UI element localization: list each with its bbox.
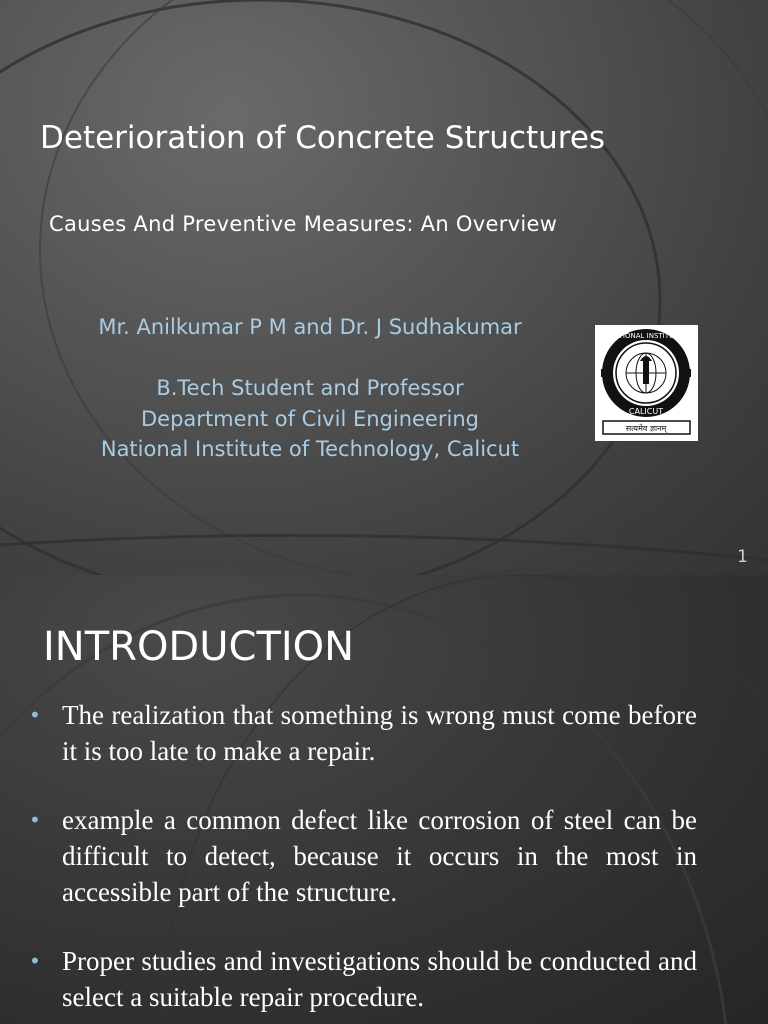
slide-subtitle: Causes And Preventive Measures: An Overview (49, 212, 558, 236)
affiliation-department: Department of Civil Engineering (141, 406, 479, 431)
section-heading: INTRODUCTION (43, 624, 355, 670)
bullet-icon: • (29, 808, 41, 832)
bullet-text: Proper studies and investigations should be conducted and select a suitable repair procedure. (62, 946, 697, 1012)
institute-seal-icon (595, 325, 698, 441)
authors-line: Mr. Anilkumar P M and Dr. J Sudhakumar (98, 315, 522, 339)
list-item (25, 697, 697, 769)
page-number: 1 (737, 547, 748, 567)
svg-text:सत्यमेव ज्ञानम्: सत्यमेव ज्ञानम् (625, 424, 667, 433)
introduction-slide (0, 575, 768, 1024)
slide-title: Deterioration of Concrete Structures (40, 120, 606, 156)
svg-text:CALICUT: CALICUT (628, 407, 664, 416)
affiliation-block (40, 373, 580, 465)
bullet-text: The realization that something is wrong must come before it is too late to make a repair. (62, 700, 697, 766)
nit-calicut-logo (595, 325, 698, 441)
svg-text:NATIONAL INSTITUTE: NATIONAL INSTITUTE (609, 332, 683, 340)
affiliation-role: B.Tech Student and Professor (156, 376, 464, 400)
bullet-list (25, 697, 697, 1024)
bullet-icon: • (29, 949, 41, 973)
list-item (25, 802, 697, 910)
list-item (25, 943, 697, 1015)
bullet-icon: • (29, 703, 41, 727)
bullet-text: example a common defect like corrosion of steel can be difficult to detect, because it occurs in the most in accessible part of the structure. (62, 805, 697, 907)
affiliation-institute: National Institute of Technology, Calicut (100, 437, 520, 461)
